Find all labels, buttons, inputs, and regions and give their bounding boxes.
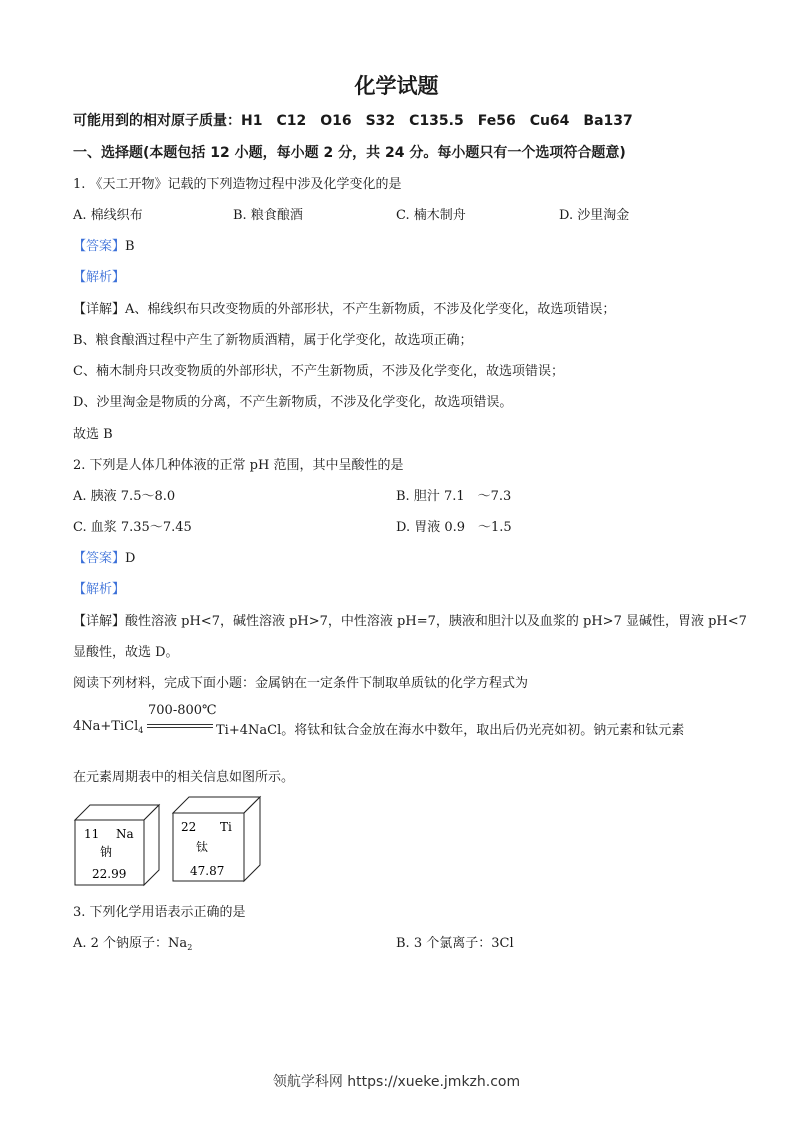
q2-option-c: C. 血浆 7.35～7.45	[73, 520, 192, 535]
q2-option-a: A. 胰液 7.5～8.0	[73, 489, 176, 504]
atomic-masses-line: 可能用到的相对原子质量：H1 C12 O16 S32 C135.5 Fe56 Cu64 Ba137	[73, 113, 633, 129]
q2-answer: D	[125, 551, 136, 566]
titanium-element-box	[173, 797, 260, 881]
q2-analysis-tag: 【解析】	[73, 582, 126, 597]
sodium-symbol: Na	[116, 827, 134, 841]
detail-tag: 【详解】	[73, 614, 126, 629]
equation-double-line	[147, 724, 213, 728]
q1-detail-d: D、沙里淘金是物质的分离，不产生新物质，不涉及化学变化，故选项错误。	[73, 395, 513, 410]
q3-option-a-subscript: 2	[187, 943, 193, 952]
q3-option-a-text: A. 2 个钠原子：Na	[73, 936, 188, 951]
q2-answer-row	[73, 547, 135, 566]
footer-watermark: 领航学科网 https://xueke.jmkzh.com	[272, 1074, 521, 1090]
q2-detail-line1	[73, 610, 747, 629]
sodium-name: 钠	[100, 845, 113, 859]
q1-detail-a	[73, 298, 615, 317]
titanium-number: 22	[181, 820, 197, 834]
eq-products: Ti+4NaCl	[216, 723, 282, 738]
q3-option-a	[73, 932, 192, 952]
q1-detail-c: C、楠木制舟只改变物质的外部形状，不产生新物质，不涉及化学变化，故选项错误；	[73, 364, 564, 379]
q1-answer-row	[73, 235, 135, 254]
eq-reactants-subscript: 4	[138, 726, 144, 735]
q2-option-d: D. 胃液 0.9 ～1.5	[396, 520, 512, 535]
detail-text: A、棉线织布只改变物质的外部形状，不产生新物质，不涉及化学变化，故选项错误；	[125, 302, 616, 317]
q2-detail-line2: 显酸性，故选 D。	[73, 645, 179, 660]
page-title: 化学试题	[354, 74, 439, 98]
reading-line3: 在元素周期表中的相关信息如图所示。	[73, 770, 295, 785]
section-header: 一、选择题(本题包括 12 小题，每小题 2 分，共 24 分。每小题只有一个选项符合题意)	[73, 145, 626, 161]
sodium-mass: 22.99	[92, 867, 127, 881]
q3-option-b: B. 3 个氯离子：3Cl	[396, 936, 514, 951]
answer-tag: 【答案】	[73, 551, 126, 566]
q1-option-a: A. 棉线织布	[73, 208, 143, 223]
element-figure	[70, 793, 270, 888]
equation-condition: 700-800℃	[148, 703, 217, 718]
q1-option-d: D. 沙里淘金	[559, 208, 630, 223]
q1-option-c: C. 楠木制舟	[396, 208, 466, 223]
sodium-element-box	[75, 805, 159, 885]
q1-conclusion: 故选 B	[73, 427, 113, 442]
q1-answer: B	[125, 239, 135, 254]
titanium-mass: 47.87	[190, 864, 225, 878]
equation-left	[73, 719, 143, 735]
q1-option-b: B. 粮食酿酒	[233, 208, 303, 223]
q3-stem: 3. 下列化学用语表示正确的是	[73, 905, 246, 920]
titanium-name: 钛	[196, 840, 209, 854]
detail-text: 酸性溶液 pH<7，碱性溶液 pH>7，中性溶液 pH=7，胰液和胆汁以及血浆的 pH>7 显碱性，胃液 pH<7	[125, 614, 747, 629]
q2-option-b: B. 胆汁 7.1 ～7.3	[396, 489, 512, 504]
eq-reactants: 4Na+TiCl	[73, 719, 139, 734]
q2-stem: 2. 下列是人体几种体液的正常 pH 范围，其中呈酸性的是	[73, 458, 404, 473]
answer-tag: 【答案】	[73, 239, 126, 254]
q1-stem: 1. 《天工开物》记载的下列造物过程中涉及化学变化的是	[73, 177, 402, 192]
detail-tag: 【详解】	[73, 302, 126, 317]
equation-right	[216, 719, 684, 738]
eq-tail: 。将钛和钛合金放在海水中数年，取出后仍光亮如初。钠元素和钛元素	[281, 723, 685, 738]
sodium-number: 11	[84, 827, 100, 841]
reading-intro: 阅读下列材料，完成下面小题：金属钠在一定条件下制取单质钛的化学方程式为	[73, 676, 529, 691]
titanium-symbol: Ti	[220, 820, 232, 834]
q1-detail-b: B、粮食酿酒过程中产生了新物质酒精，属于化学变化，故选项正确；	[73, 333, 473, 348]
q1-analysis-tag: 【解析】	[73, 270, 126, 285]
